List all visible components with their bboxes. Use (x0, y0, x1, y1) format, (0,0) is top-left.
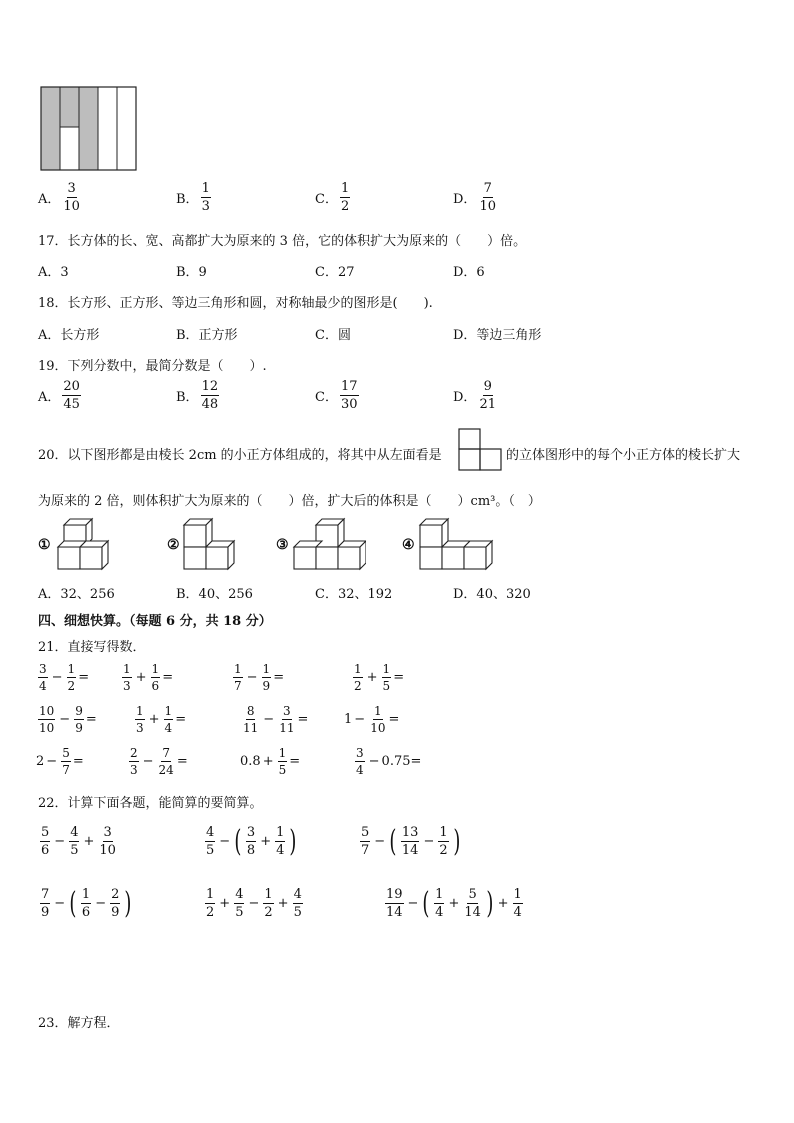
q21-expr-4: $\frac{1}{2}$ + $\frac{1}{5}$ = (354, 662, 405, 693)
q17-stem: 17．长方体的长、宽、高都扩大为原来的 3 倍，它的体积扩大为原来的（ ）倍。 (38, 234, 527, 249)
q23-stem: 23．解方程． (38, 1016, 120, 1031)
q16-option-a[interactable]: A． $\frac{3}{10}$ (38, 181, 80, 214)
q22-expr-4: $\frac{7}{9}$ − ( $\frac{1}{6}$ − $\frac{2}{9}$ ) (41, 885, 132, 921)
q17-option-b[interactable]: B．9 (176, 265, 207, 280)
q21-expr-12: $\frac{3}{4}$ − 0.75 = (356, 746, 422, 777)
q16-option-b[interactable]: B． $\frac{1}{3}$ (176, 181, 210, 214)
q17-option-c[interactable]: C．27 (315, 265, 355, 280)
q18-option-c[interactable]: C．圆 (315, 328, 351, 343)
q21-expr-5: $\frac{10}{10}$ − $\frac{9}{9}$ = (39, 704, 97, 735)
q19-option-b[interactable]: B． $\frac{12}{48}$ (176, 379, 219, 412)
q21-stem: 21．直接写得数． (38, 640, 146, 655)
q18-option-a[interactable]: A．长方形 (38, 328, 100, 343)
q21-expr-10: $\frac{2}{3}$ − $\frac{7}{24}$ = (130, 746, 188, 777)
figure-label-1: ① (38, 537, 51, 553)
q20-stem-part3: 为原来的 2 倍，则体积扩大为原来的（ ）倍，扩大后的体积是（ ）cm³。（ ） (38, 494, 541, 509)
left-view-shape-icon (458, 428, 504, 472)
q22-expr-2: $\frac{4}{5}$ − ( $\frac{3}{8}$ + $\frac{1}{4}$ ) (206, 823, 297, 859)
q22-expr-3: $\frac{5}{7}$ − ( $\frac{13}{14}$ − $\frac{1}{2}$ ) (361, 823, 461, 859)
q16-option-d[interactable]: D． $\frac{7}{10}$ (453, 181, 496, 214)
q20-option-c[interactable]: C．32、192 (315, 587, 393, 602)
q21-expr-7: $\frac{8}{11}$ − $\frac{3}{11}$ = (243, 704, 309, 735)
section-4-title: 四、细想快算。（每题 6 分，共 18 分） (38, 614, 272, 629)
q19-stem: 19．下列分数中，最简分数是（ ）. (38, 359, 267, 374)
figure-label-2: ② (167, 537, 180, 553)
q22-expr-5: $\frac{1}{2}$ + $\frac{4}{5}$ − $\frac{1}{2}$ + $\frac{4}{5}$ (206, 887, 302, 920)
q22-expr-1: $\frac{5}{6}$ − $\frac{4}{5}$ + $\frac{3}{10}$ (41, 825, 116, 858)
q21-expr-9: 2 − $\frac{5}{7}$ = (36, 746, 84, 777)
q18-option-d[interactable]: D．等边三角形 (453, 328, 542, 343)
cube-figure-1 (56, 515, 116, 571)
q21-expr-2: $\frac{1}{3}$ + $\frac{1}{6}$ = (123, 662, 174, 693)
q20-stem-part1: 20．以下图形都是由棱长 2cm 的小正方体组成的，将其中从左面看是 (38, 448, 442, 463)
q20-option-a[interactable]: A．32、256 (38, 587, 115, 602)
q19-option-c[interactable]: C． $\frac{17}{30}$ (315, 379, 358, 412)
figure-label-3: ③ (276, 537, 289, 553)
cube-figure-4 (418, 517, 498, 571)
q21-expr-11: 0.8 + $\frac{1}{5}$ = (240, 746, 301, 777)
q21-expr-3: $\frac{1}{7}$ − $\frac{1}{9}$ = (234, 662, 285, 693)
q18-stem: 18．长方形、正方形、等边三角形和圆，对称轴最少的图形是( ). (38, 296, 433, 311)
fraction-rectangle-figure (40, 86, 137, 172)
q20-option-d[interactable]: D．40、320 (453, 587, 531, 602)
shaded-half-strip (60, 87, 79, 127)
q21-expr-8: 1 − $\frac{1}{10}$ = (344, 704, 400, 735)
q22-expr-6: $\frac{19}{14}$ − ( $\frac{1}{4}$ + $\frac{5}{14}$ ) + $\frac{1}{4}$ (386, 885, 522, 921)
q20-option-b[interactable]: B．40、256 (176, 587, 253, 602)
figure-label-4: ④ (402, 537, 415, 553)
q19-option-a[interactable]: A． $\frac{20}{45}$ (38, 379, 80, 412)
shaded-strip-3 (79, 87, 98, 170)
q19-option-d[interactable]: D． $\frac{9}{21}$ (453, 379, 496, 412)
q22-stem: 22．计算下面各题，能简算的要简算。 (38, 796, 263, 811)
cube-figure-3 (292, 517, 366, 571)
q21-expr-6: $\frac{1}{3}$ + $\frac{1}{4}$ = (136, 704, 187, 735)
shaded-strip-1 (41, 87, 60, 170)
q20-stem-part2: 的立体图形中的每个小正方体的棱长扩大 (506, 448, 741, 463)
cube-figure-2 (180, 517, 236, 571)
q17-option-d[interactable]: D．6 (453, 265, 485, 280)
q17-option-a[interactable]: A．3 (38, 265, 69, 280)
q21-expr-1: $\frac{3}{4}$ − $\frac{1}{2}$ = (39, 662, 90, 693)
q16-option-c[interactable]: C． $\frac{1}{2}$ (315, 181, 350, 214)
q18-option-b[interactable]: B．正方形 (176, 328, 238, 343)
